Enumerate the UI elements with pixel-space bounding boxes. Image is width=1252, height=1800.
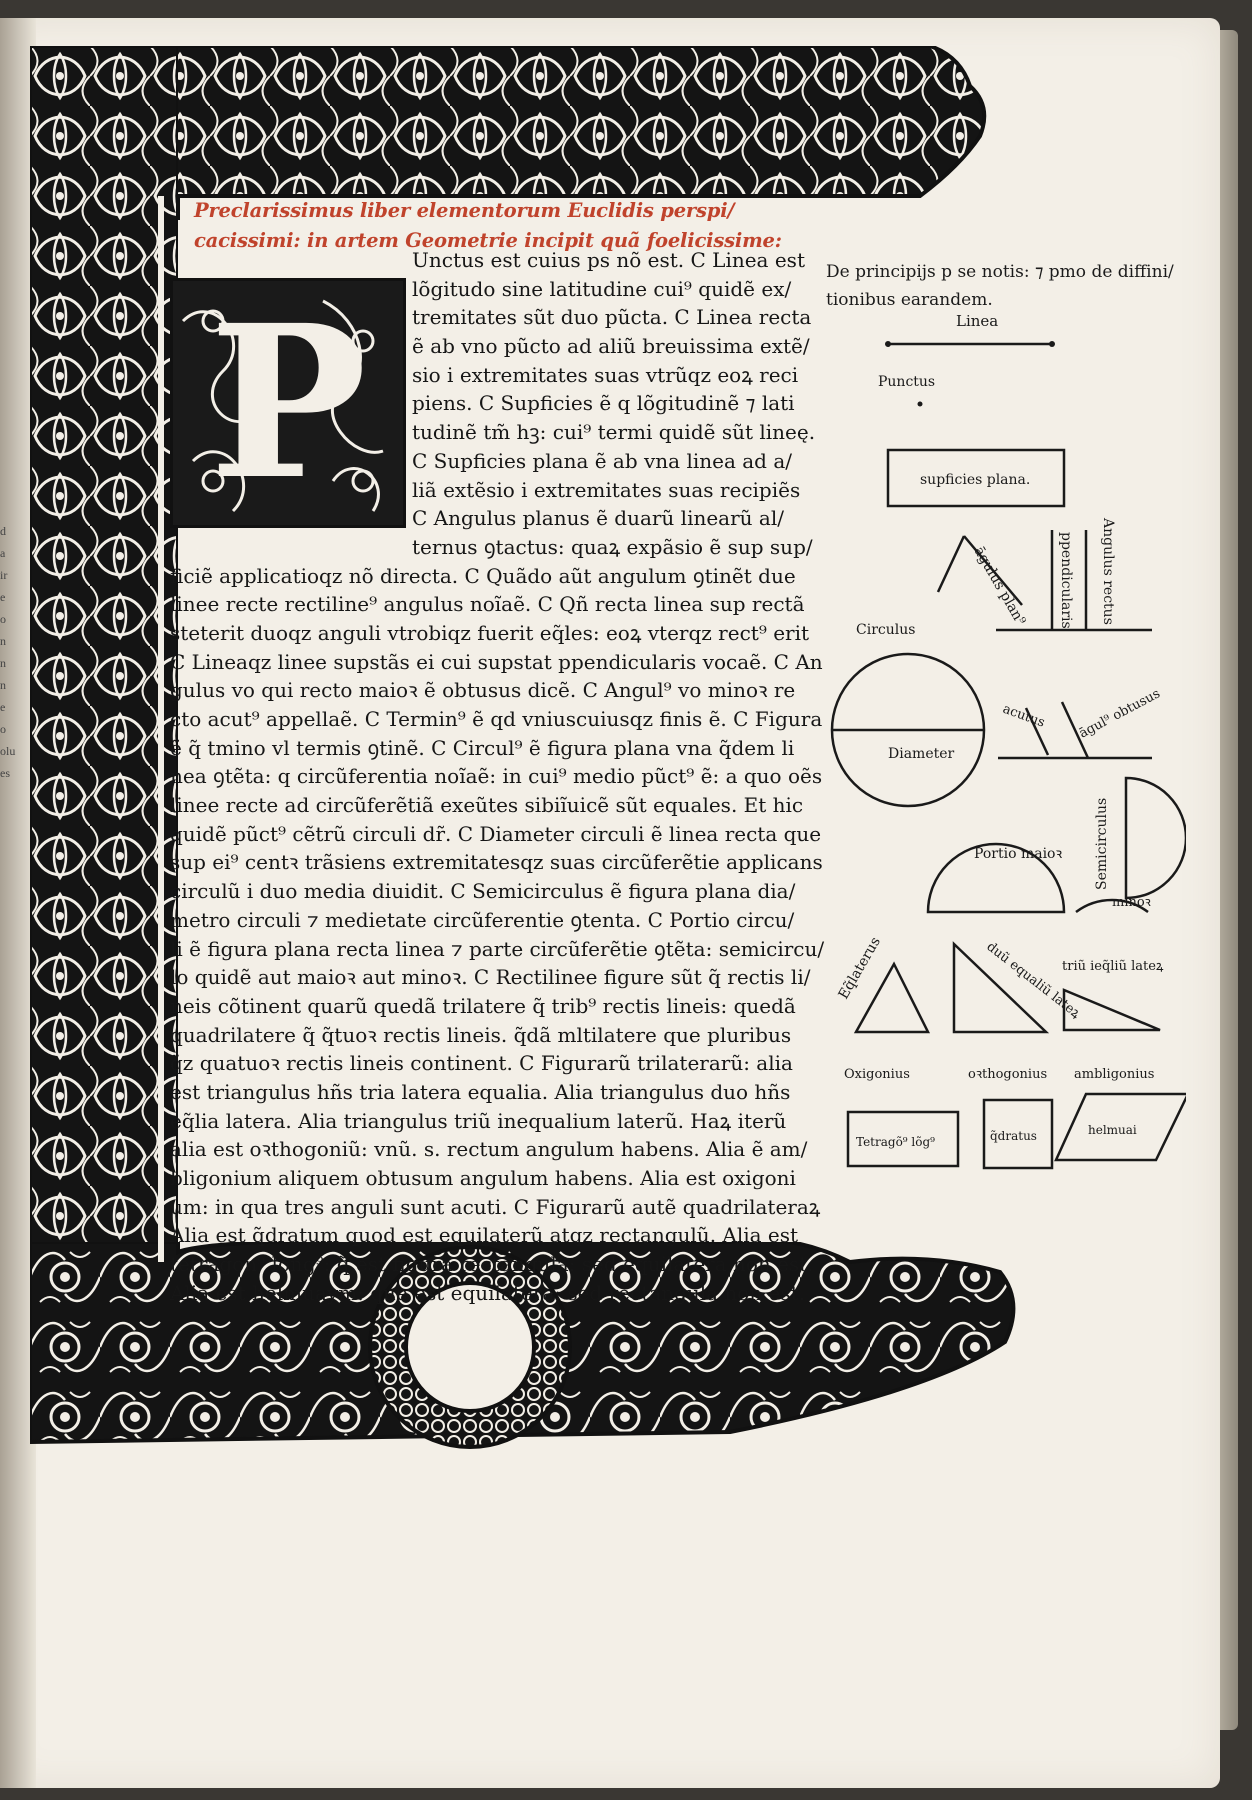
semicircle-diagram <box>1126 778 1186 898</box>
label-portio-maior: Portio maioꝛ <box>974 846 1063 862</box>
facing-page-text-fragment: e <box>0 700 6 714</box>
facing-page-text-fragment: n <box>0 678 6 692</box>
text-line: quidẽ pũct⁹ cẽtrũ circuli dr̃. C Diameter circuli ẽ linea recta que <box>170 821 822 846</box>
label-orthogonius: oꝛthogonius <box>968 1067 1048 1082</box>
facing-page-text-fragment: es <box>0 766 10 780</box>
text-line: q̃z quatuoꝛ rectis lineis continent. C Figurarũ trilaterarũ: alia <box>170 1051 793 1076</box>
label-perpendicularis: ppendicularis <box>1058 532 1074 629</box>
heading-line-1: Preclarissimus liber elementorum Euclidis perspi/ <box>194 199 735 222</box>
text-line: liã extẽsio i extremitates suas recipiẽs <box>412 477 801 502</box>
text-line: linee recte ad circũferẽtiã exeũtes sibiĩuicẽ sũt equales. Et hic <box>170 793 804 818</box>
heading-line-2: cacissimi: in artem Geometrie incipit quã foelicissime: <box>194 229 782 252</box>
text-line: Unctus est cuius ps nõ est. C Linea est <box>412 248 805 272</box>
text-line: nea ꝯtẽta: q circũferentia noĩaẽ: in cui⁹ medio pũct⁹ ẽ: a quo oẽs <box>170 764 823 789</box>
label-minor: minoꝛ <box>1112 895 1151 910</box>
text-line: metro circuli ⁊ medietate circũferentie ꝯtenta. C Portio circu/ <box>170 907 795 932</box>
text-line: tudinẽ tm̃ hꝫ: cui⁹ termi quidẽ sũt lineę. <box>412 420 816 445</box>
facing-page-text-fragment: a <box>0 546 6 560</box>
text-line: alia est oꝛthogoniũ: vnũ. s. rectum angulum habens. Alia ẽ am/ <box>170 1137 808 1162</box>
initial-letter: P <box>209 279 367 526</box>
text-line: linee recte rectiline⁹ angulus noĩaẽ. C Qñ recta linea sup rectã <box>170 592 805 617</box>
label-quadratus: q̃dratus <box>990 1129 1037 1143</box>
label-tetragonus: Tetragõ⁹ lõg⁹ <box>856 1135 935 1149</box>
text-line: ficiẽ applicatioqz nõ directa. C Quãdo aũt angulum ꝯtinẽt due <box>170 563 796 588</box>
facing-page-text-fragment: olu <box>0 744 16 758</box>
text-line: Alia est helmuaym: que est equilatera: sed rectangula non est. <box>170 1280 806 1305</box>
text-line: li ẽ figura plana recta linea ⁊ parte circũferẽtie ꝯtẽta: semicircu/ <box>170 936 825 961</box>
facing-page-text-fragment: n <box>0 656 6 670</box>
text-line: circulũ i duo media diuidit. C Semicirculus ẽ figura plana dia/ <box>170 879 796 904</box>
label-oxigonius: Oxigonius <box>844 1067 910 1082</box>
right-title-line-1: De principijs p se notis: ⁊ pmo de diffini/ <box>826 262 1174 282</box>
geometry-diagrams <box>826 300 1186 1200</box>
text-line: ternus ꝯtactus: quaꝝ expãsio ẽ sup sup/ <box>412 534 813 559</box>
text-line: lo quidẽ aut maioꝛ aut minoꝛ. C Rectilinee figure sũt q̃ rectis li/ <box>170 965 811 990</box>
text-line: ẽ q̃ tmino vl termis ꝯtinẽ. C Circul⁹ ẽ figura plana vna q̃dem li <box>170 735 795 760</box>
text-line: eq̃lia latera. Alia triangulus triũ inequalium laterũ. Haꝝ iterũ <box>170 1108 787 1133</box>
facing-page-text-fragment: o <box>0 612 6 626</box>
text-line: cto acut⁹ appellaẽ. C Termin⁹ ẽ qd vniuscuiusqz finis ẽ. C Figura <box>170 707 823 731</box>
text-line: steterit duoqz anguli vtrobiqz fuerit eq̃les: eoꝝ vterqz rect⁹ erit <box>170 620 810 645</box>
text-line: Alia est q̃dratum quod est equilaterũ atqz rectangulũ. Alia est <box>170 1223 799 1248</box>
label-linea: Linea <box>956 312 999 330</box>
body-text <box>170 246 825 1307</box>
text-line: est triangulus hñs tria latera equalia. Alia triangulus duo hñs <box>170 1079 791 1104</box>
label-duu-equalia: duũ equaliũ lateꝝ <box>983 939 1083 1022</box>
text-line: tremitates sũt duo pũcta. C Linea recta <box>412 305 812 330</box>
text-line: C Lineaqz linee supstãs ei cui supstat ppendicularis vocaẽ. C An <box>170 649 823 674</box>
label-punctus: Punctus <box>878 374 936 390</box>
label-angulus-rectus: Angulus rectus <box>1100 518 1116 625</box>
label-circulus: Circulus <box>856 622 916 638</box>
text-line: quadrilatere q̃ q̃tuoꝛ rectis lineis. q̃dã mltilatere que pluribus <box>170 1022 792 1047</box>
label-eqlaterus: Eq̃laterus <box>835 934 884 1002</box>
point-diagram <box>918 402 923 407</box>
text-line: neis cõtinent quarũ quedã trilatere q̃ trib⁹ rectis lineis: quedã <box>170 993 796 1018</box>
text-line: tetragon⁹ long⁹: q̃ est figura rectangula: sed equilatera non est. <box>170 1252 814 1277</box>
label-superficies: supficies plana. <box>920 472 1031 488</box>
text-line: sup ei⁹ centꝛ trãsiens extremitatesqz suas circũferẽtie applicans <box>170 850 823 875</box>
label-ambligonius: ambligonius <box>1074 1067 1155 1082</box>
label-obtusus: āgul⁹ obtusus <box>1076 686 1163 742</box>
text-line: sio i extremitates suas vtrũqz eoꝝ reci <box>412 362 799 387</box>
text-line: C Supficies plana ẽ ab vna linea ad a/ <box>412 448 792 473</box>
facing-page-text-fragment: e <box>0 590 6 604</box>
facing-page-text-fragment: o <box>0 722 6 736</box>
facing-page-text-fragment: n <box>0 634 6 648</box>
equilateral-triangle <box>856 964 928 1032</box>
label-angulus-planus: āgulus plan⁹ <box>970 544 1029 629</box>
facing-page-text-fragment: d <box>0 524 6 538</box>
label-acutus: acutus <box>1000 701 1047 731</box>
text-line: gulus vo qui recto maioꝛ ẽ obtusus dicẽ. C Angul⁹ vo minoꝛ re <box>170 678 796 703</box>
text-line: ẽ ab vno pũcto ad aliũ breuissima extẽ/ <box>412 334 810 359</box>
right-title-line-2: tionibus earandem. <box>826 290 993 310</box>
facing-page-fragment <box>0 520 14 1160</box>
label-triu-inequaliu: triũ ieq̃liũ lateꝝ <box>1062 959 1164 974</box>
text-line: C Angulus planus ẽ duarũ linearũ al/ <box>412 506 784 531</box>
text-frame-left <box>158 196 164 1262</box>
label-semicirculus: Semicirculus <box>1094 797 1110 890</box>
label-diameter: Diameter <box>888 746 955 762</box>
woodcut-border-left <box>30 46 178 1286</box>
label-helmuaim: helmuai <box>1088 1123 1137 1137</box>
text-line: lõgitudo sine latitudine cui⁹ quidẽ ex/ <box>412 276 792 301</box>
facing-page-text-fragment: ir <box>0 568 8 582</box>
text-line: bligonium aliquem obtusum angulum habens. Alia est oxigoni <box>170 1166 796 1190</box>
text-line: piens. C Supficies ẽ q lõgitudinẽ ⁊ lati <box>412 391 795 416</box>
text-line: um: in qua tres anguli sunt acuti. C Figurarũ autẽ quadrilateraꝝ <box>170 1194 821 1219</box>
